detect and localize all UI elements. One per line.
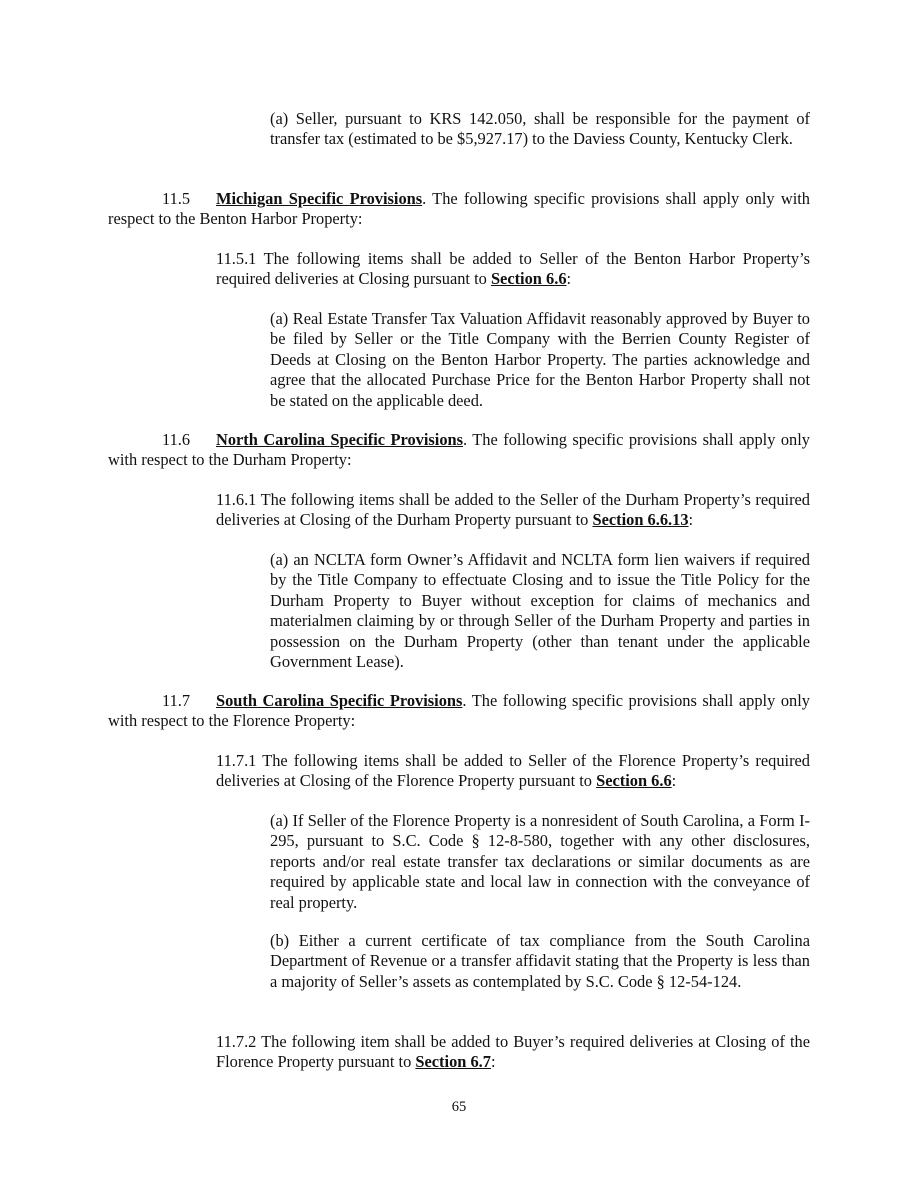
section-reference: Section 6.6 bbox=[596, 771, 672, 791]
paragraph-11-5-1-a: (a) Real Estate Transfer Tax Valuation Affidavit reasonably approved by Buyer to be filed by Seller or the Title Company with the Berrien County Register of Deeds at Closing on the Benton Harbor Property. The parties acknowledge and agree that the allocated Purchase Price for the Benton Harbor Property shall not be stated on the applicable deed. bbox=[270, 309, 810, 410]
subsection-end: : bbox=[566, 269, 572, 289]
paragraph-11-6-1-a: (a) an NCLTA form Owner’s Affidavit and NCLTA form lien waivers if required by the Title Company to effectuate Closing and to issue the Title Policy for the Durham Property to Buyer without exception for claims of mechanics and materialmen claiming by or through Seller of the Durham Property and parties in possession on the Durham Property (other than tenant under the applicable Government Lease). bbox=[270, 550, 810, 672]
subsection-end: : bbox=[490, 1052, 496, 1072]
section-reference: Section 6.7 bbox=[415, 1052, 491, 1072]
section-number: 11.5 bbox=[162, 189, 191, 208]
paragraph-11-7-1-a: (a) If Seller of the Florence Property is a nonresident of South Carolina, a Form I-295, pursuant to S.C. Code § 12-8-580, together with any other disclosures, reports and/or real estate transfer tax declarations or similar documents as are required by applicable state and local law in connection with the conveyance of real property. bbox=[270, 811, 810, 912]
section-title: Michigan Specific Provisions bbox=[216, 189, 423, 208]
section-11-7-2 bbox=[216, 1032, 810, 1073]
subsection-text: 11.7.2 The following item shall be added to Buyer’s required deliveries at Closing of the Florence Property pursuant to bbox=[216, 1032, 810, 1072]
subsection-text: 11.6.1 The following items shall be added to the Seller of the Durham Property’s required deliveries at Closing of the Durham Property pursuant to bbox=[216, 490, 810, 530]
page-number: 65 bbox=[451, 1099, 467, 1115]
section-reference: Section 6.6 bbox=[490, 269, 567, 289]
subsection-end: : bbox=[688, 510, 694, 530]
section-text: . The following specific provisions shall apply only with respect to the Florence Property: bbox=[108, 691, 810, 731]
paragraph-11-7-1-b: (b) Either a current certificate of tax compliance from the South Carolina Department of Revenue or a transfer affidavit stating that the Property is less than a majority of Seller’s assets as contemplated by S.C. Code § 12-54-124. bbox=[270, 931, 810, 991]
section-number: 11.7 bbox=[162, 691, 191, 710]
section-text: . The following specific provisions shall apply only with respect to the Benton Harbor Property: bbox=[108, 189, 810, 229]
subsection-text: 11.5.1 The following items shall be added to Seller of the Benton Harbor Property’s required deliveries at Closing pursuant to bbox=[216, 249, 810, 289]
section-reference: Section 6.6.13 bbox=[592, 510, 689, 530]
section-text: . The following specific provisions shall apply only with respect to the Durham Property: bbox=[108, 430, 810, 470]
section-number: 11.6 bbox=[162, 430, 191, 449]
paragraph-kentucky-a: (a) Seller, pursuant to KRS 142.050, shall be responsible for the payment of transfer tax (estimated to be $5,927.17) to the Daviess County, Kentucky Clerk. bbox=[270, 109, 810, 149]
section-11-6-1 bbox=[216, 490, 810, 531]
section-11-6 bbox=[108, 430, 810, 471]
section-11-5 bbox=[108, 189, 810, 230]
section-11-7 bbox=[108, 691, 810, 732]
section-title: South Carolina Specific Provisions bbox=[216, 691, 463, 710]
section-11-5-1 bbox=[216, 249, 810, 290]
section-title: North Carolina Specific Provisions bbox=[216, 430, 464, 449]
subsection-end: : bbox=[671, 771, 677, 791]
subsection-text: 11.7.1 The following items shall be added to Seller of the Florence Property’s required deliveries at Closing of the Florence Property pursuant to bbox=[216, 751, 810, 791]
section-11-7-1 bbox=[216, 751, 810, 792]
